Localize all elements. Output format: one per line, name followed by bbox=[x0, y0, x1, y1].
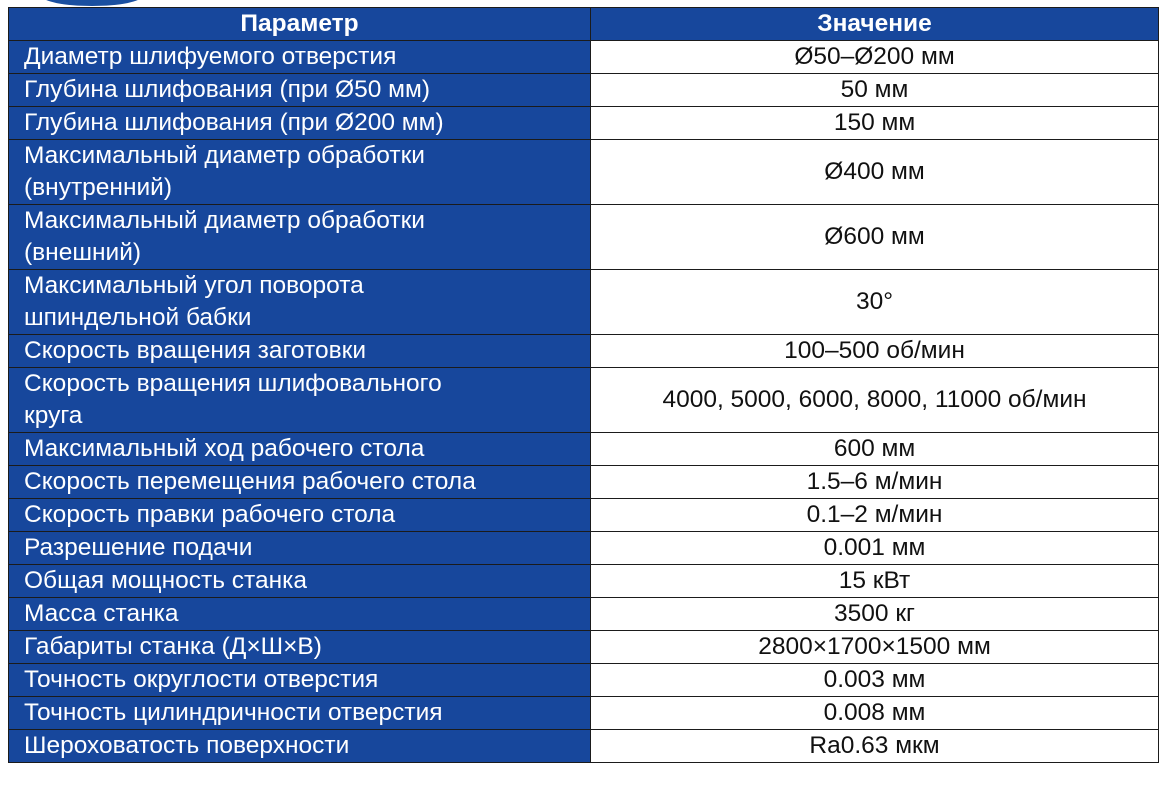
param-cell: Общая мощность станка bbox=[9, 565, 591, 598]
table-row bbox=[9, 598, 1159, 631]
table-row bbox=[9, 335, 1159, 368]
value-cell: Ø400 мм bbox=[591, 140, 1159, 205]
value-cell: 0.001 мм bbox=[591, 532, 1159, 565]
param-cell bbox=[9, 205, 591, 270]
param-cell: Максимальный ход рабочего стола bbox=[9, 433, 591, 466]
value-cell: 600 мм bbox=[591, 433, 1159, 466]
column-header-value: Значение bbox=[591, 8, 1159, 41]
table-row bbox=[9, 205, 1159, 270]
value-cell: 30° bbox=[591, 270, 1159, 335]
value-cell: Ø600 мм bbox=[591, 205, 1159, 270]
value-cell: 0.1–2 м/мин bbox=[591, 499, 1159, 532]
value-cell: 1.5–6 м/мин bbox=[591, 466, 1159, 499]
table-row bbox=[9, 466, 1159, 499]
table-row bbox=[9, 565, 1159, 598]
value-cell: 0.003 мм bbox=[591, 664, 1159, 697]
param-line: (внешний) bbox=[24, 239, 142, 266]
param-line: Максимальный угол поворота bbox=[24, 272, 364, 299]
param-cell: Разрешение подачи bbox=[9, 532, 591, 565]
table-row bbox=[9, 664, 1159, 697]
param-line: Скорость вращения шлифовального bbox=[24, 370, 442, 397]
column-header-param: Параметр bbox=[9, 8, 591, 41]
value-cell: 4000, 5000, 6000, 8000, 11000 об/мин bbox=[591, 368, 1159, 433]
param-cell: Масса станка bbox=[9, 598, 591, 631]
table-header-row bbox=[9, 8, 1159, 41]
param-cell: Диаметр шлифуемого отверстия bbox=[9, 41, 591, 74]
param-cell: Скорость правки рабочего стола bbox=[9, 499, 591, 532]
table-row bbox=[9, 499, 1159, 532]
value-cell: 2800×1700×1500 мм bbox=[591, 631, 1159, 664]
value-cell: 100–500 об/мин bbox=[591, 335, 1159, 368]
value-cell: Ra0.63 мкм bbox=[591, 730, 1159, 763]
table-row bbox=[9, 270, 1159, 335]
spec-table bbox=[8, 7, 1159, 763]
table-row bbox=[9, 631, 1159, 664]
value-cell: 50 мм bbox=[591, 74, 1159, 107]
param-cell bbox=[9, 140, 591, 205]
table-row bbox=[9, 532, 1159, 565]
param-cell: Скорость перемещения рабочего стола bbox=[9, 466, 591, 499]
table-row bbox=[9, 368, 1159, 433]
value-cell: 3500 кг bbox=[591, 598, 1159, 631]
value-cell: 15 кВт bbox=[591, 565, 1159, 598]
param-line: Максимальный диаметр обработки bbox=[24, 207, 425, 234]
table-row bbox=[9, 433, 1159, 466]
param-cell: Габариты станка (Д×Ш×В) bbox=[9, 631, 591, 664]
table-row bbox=[9, 41, 1159, 74]
table-row bbox=[9, 107, 1159, 140]
param-cell bbox=[9, 368, 591, 433]
value-cell: 0.008 мм bbox=[591, 697, 1159, 730]
param-line: шпиндельной бабки bbox=[24, 304, 252, 331]
param-line: (внутренний) bbox=[24, 174, 173, 201]
param-cell bbox=[9, 270, 591, 335]
value-cell: Ø50–Ø200 мм bbox=[591, 41, 1159, 74]
param-cell: Точность округлости отверстия bbox=[9, 664, 591, 697]
param-cell: Точность цилиндричности отверстия bbox=[9, 697, 591, 730]
param-line: круга bbox=[24, 402, 83, 429]
logo-fragment bbox=[42, 0, 142, 6]
param-cell: Скорость вращения заготовки bbox=[9, 335, 591, 368]
value-cell: 150 мм bbox=[591, 107, 1159, 140]
table-row bbox=[9, 730, 1159, 763]
table-row bbox=[9, 74, 1159, 107]
table-row bbox=[9, 140, 1159, 205]
param-cell: Глубина шлифования (при Ø50 мм) bbox=[9, 74, 591, 107]
param-line: Максимальный диаметр обработки bbox=[24, 142, 425, 169]
table-row bbox=[9, 697, 1159, 730]
param-cell: Шероховатость поверхности bbox=[9, 730, 591, 763]
param-cell: Глубина шлифования (при Ø200 мм) bbox=[9, 107, 591, 140]
